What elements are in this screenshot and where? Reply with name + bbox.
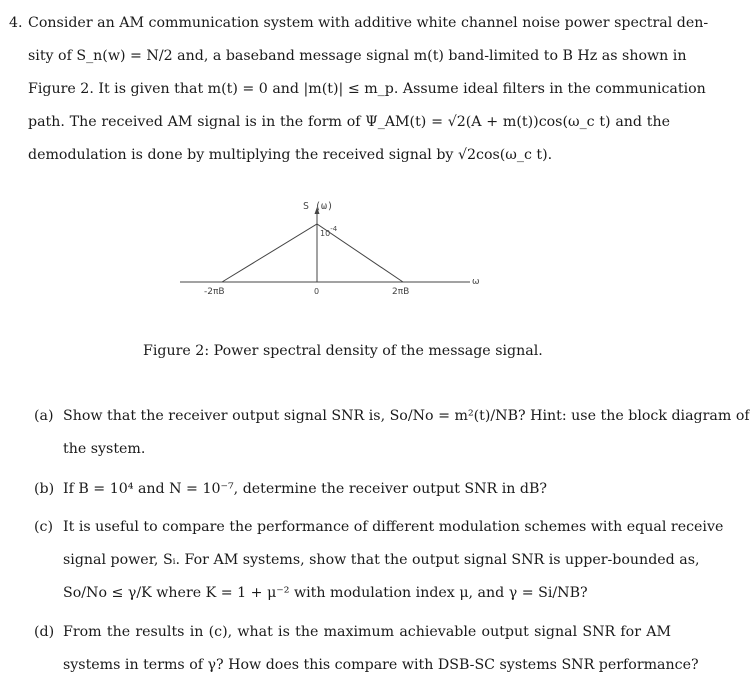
y-axis-label: S (ω) (303, 201, 334, 212)
x-tick-right: 2πB (392, 287, 410, 297)
part-a-label: (a) (34, 408, 54, 424)
part-d-line-2: systems in terms of γ? How does this compare with DSB-SC systems SNR performance? (63, 657, 699, 673)
x-tick-left: -2πB (204, 287, 225, 297)
part-a-line-2: the system. (63, 441, 146, 457)
intro-line-3: Figure 2. It is given that m(t) = 0 and |m(t)| ≤ m_p. Assume ideal filters in the communication (28, 81, 706, 97)
intro-line-1: Consider an AM communication system with additive white channel noise power spectral den- (28, 15, 709, 31)
peak-label: 10-4 (320, 225, 338, 238)
x-tick-zero: 0 (314, 287, 320, 296)
part-c-line-3: So/No ≤ γ/K where K = 1 + μ⁻² with modulation index μ, and γ = Si/NB? (63, 585, 588, 601)
part-b-line-1: If B = 10⁴ and N = 10⁻⁷, determine the receiver output SNR in dB? (63, 481, 548, 497)
part-d-label: (d) (34, 624, 55, 640)
intro-line-5: demodulation is done by multiplying the received signal by √2cos(ω_c t). (28, 147, 553, 163)
intro-line-2: sity of S_n(w) = N/2 and, a baseband message signal m(t) band-limited to B Hz as shown in (28, 48, 687, 64)
part-c-line-2: signal power, Sᵢ. For AM systems, show that the output signal SNR is upper-bounded as, (63, 552, 700, 568)
psd-figure (0, 0, 709, 330)
figure-caption: Figure 2: Power spectral density of the message signal. (143, 343, 543, 359)
x-axis-label: ω (472, 277, 480, 287)
part-a-line-1: Show that the receiver output signal SNR is, So/No = m²(t)/NB? Hint: use the block diagram of (63, 408, 750, 424)
part-c-label: (c) (34, 519, 54, 535)
psd-triangle-series (222, 224, 403, 282)
problem-number: 4. (9, 15, 23, 31)
intro-line-4: path. The received AM signal is in the form of Ψ_AM(t) = √2(A + m(t))cos(ω_c t) and the (28, 114, 670, 130)
part-b-label: (b) (34, 481, 55, 497)
part-d-line-1: From the results in (c), what is the maximum achievable output signal SNR for AM (63, 624, 671, 640)
part-c-line-1: It is useful to compare the performance of different modulation schemes with equal receive (63, 519, 724, 535)
